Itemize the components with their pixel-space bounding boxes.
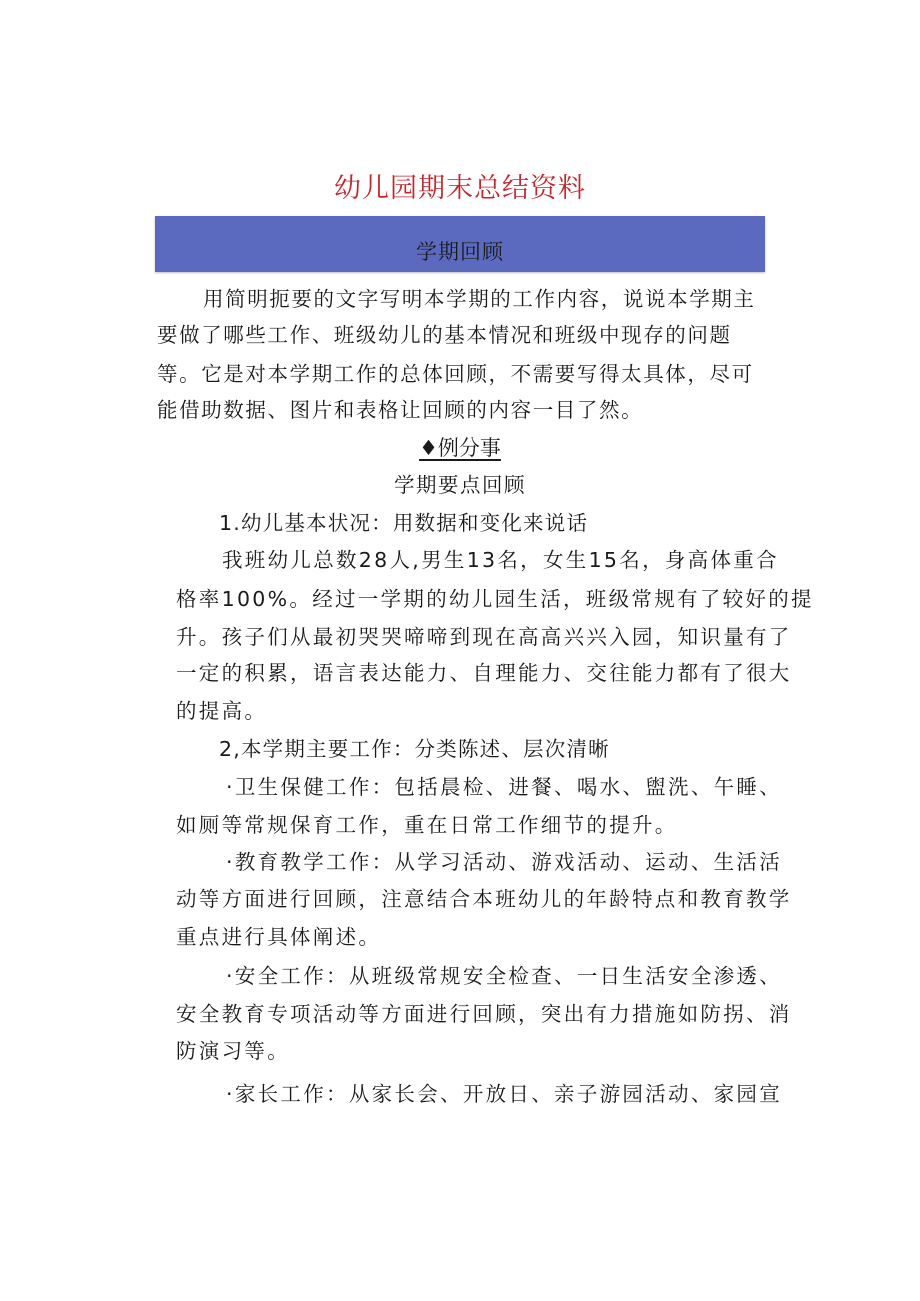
item1-line: 格率100%。经过一学期的幼儿园生活，班级常规有了较好的提 <box>176 587 814 611</box>
example-heading-row <box>0 435 920 461</box>
bullet-safety-line: 安全教育专项活动等方面进行回顾，突出有力措施如防拐、消 <box>176 1002 792 1026</box>
bullet-safety-line: 防演习等。 <box>176 1039 290 1063</box>
bullet-hygiene-line: 如厕等常规保育工作，重在日常工作细节的提升。 <box>176 813 678 837</box>
item1-line: 升。孩子们从最初哭哭啼啼到现在高高兴兴入园，知识量有了 <box>176 625 792 649</box>
item1-heading: 1.幼儿基本状况：用数据和变化来说话 <box>219 511 589 535</box>
bullet-parents-line: ·家长工作：从家长会、开放日、亲子游园活动、家园宣 <box>226 1082 783 1106</box>
example-heading: ♦例分事 <box>419 436 501 460</box>
bullet-safety-line: ·安全工作：从班级常规安全检查、一日生活安全渗透、 <box>226 964 783 988</box>
intro-line: 等。它是对本学期工作的总体回顾，不需要写得太具体，尽可 <box>157 362 754 386</box>
item2-heading: 2,本学期主要工作：分类陈述、层次清晰 <box>219 737 610 761</box>
intro-line: 能借助数据、图片和表格让回顾的内容一目了然。 <box>157 398 644 422</box>
bullet-education-line: ·教育教学工作：从学习活动、游戏活动、运动、生活活 <box>226 850 783 874</box>
intro-line: 用简明扼要的文字写明本学期的工作内容，说说本学期主 <box>203 287 756 311</box>
item1-line: 我班幼儿总数28人,男生13名，女生15名，身高体重合 <box>222 548 779 572</box>
section-banner-label: 学期回顾 <box>416 240 504 264</box>
bullet-education-line: 重点进行具体阐述。 <box>176 925 382 949</box>
item1-line: 一定的积累，语言表达能力、自理能力、交往能力都有了很大 <box>176 661 792 685</box>
document-title: 幼儿园期末总结资料 <box>334 173 586 204</box>
intro-line: 要做了哪些工作、班级幼儿的基本情况和班级中现存的问题 <box>157 323 732 347</box>
section-title: 学期要点回顾 <box>394 473 526 497</box>
bullet-education-line: 动等方面进行回顾，注意结合本班幼儿的年龄特点和教育教学 <box>176 887 792 911</box>
bullet-hygiene-line: ·卫生保健工作：包括晨检、进餐、喝水、盥洗、午睡、 <box>226 775 783 799</box>
item1-line: 的提高。 <box>176 699 268 723</box>
